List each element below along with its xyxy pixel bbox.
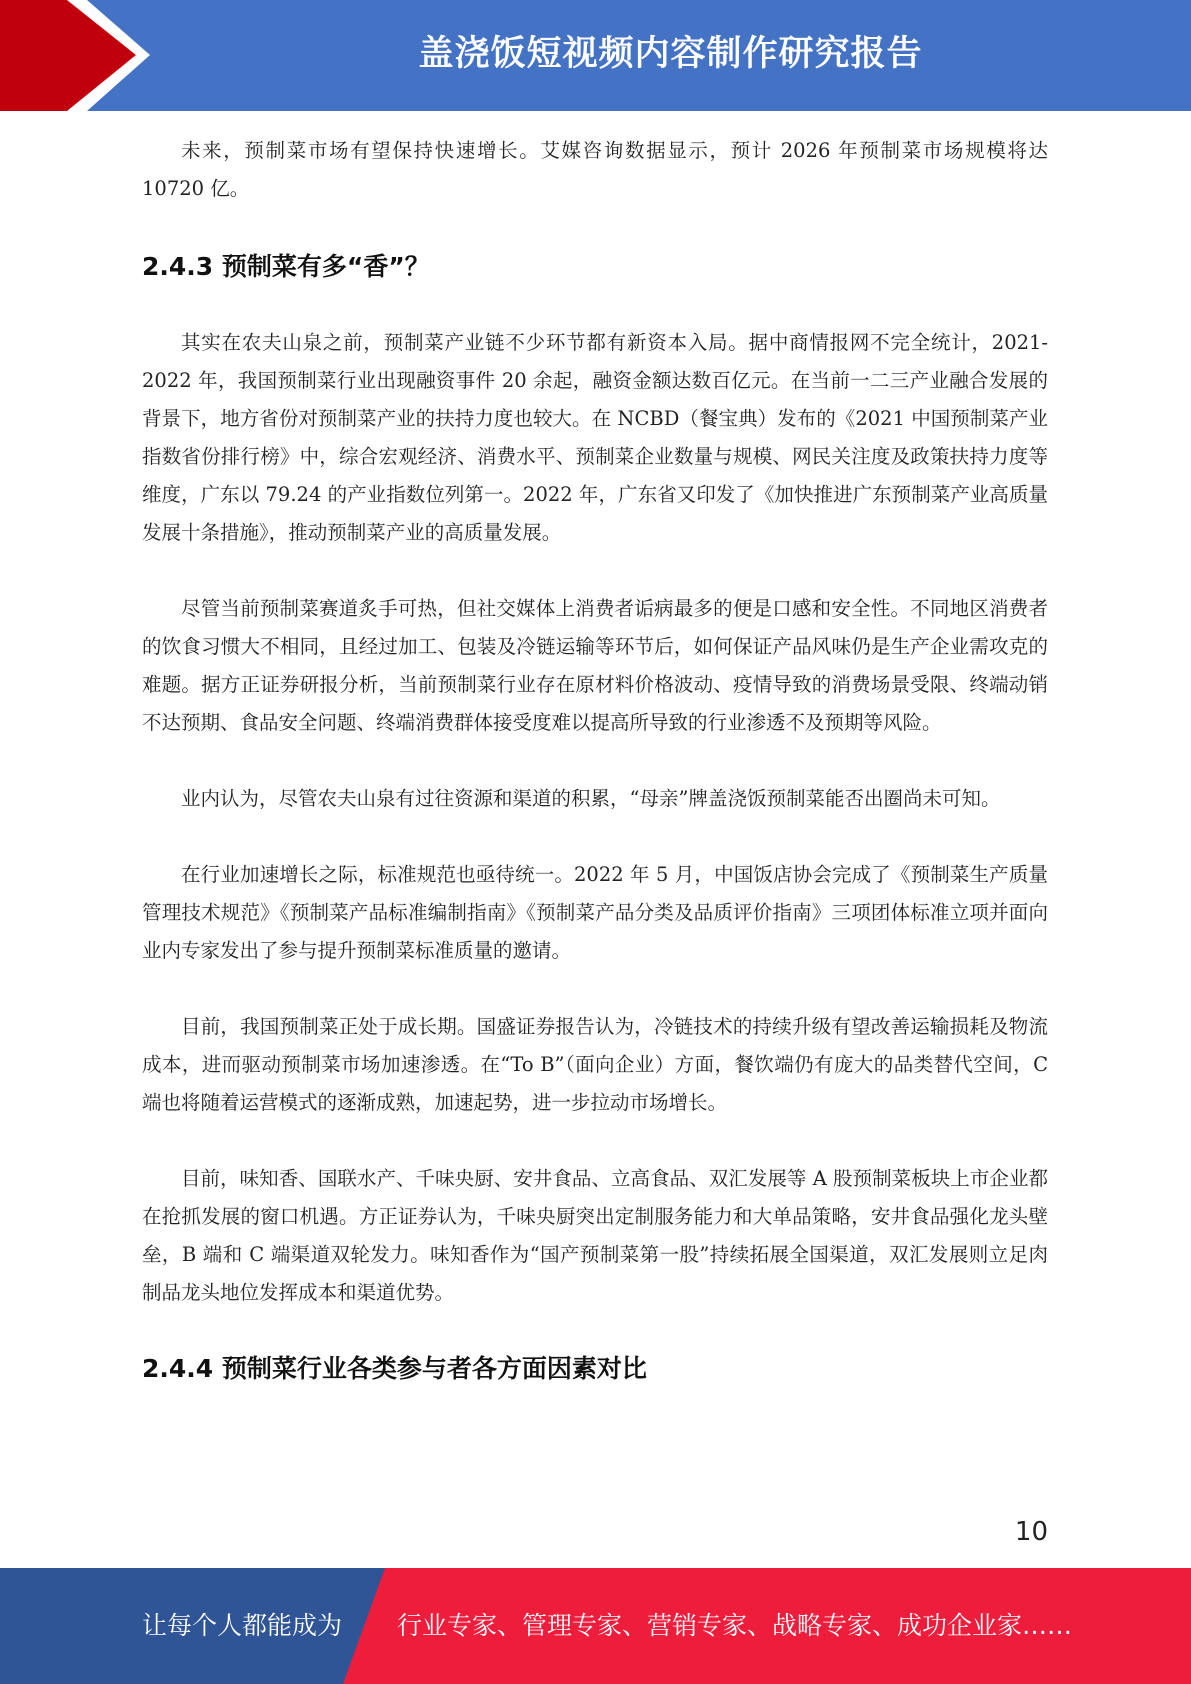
paragraph-risks: 尽管当前预制菜赛道炙手可热，但社交媒体上消费者诟病最多的便是口感和安全性。不同地区消费者的饮食习惯大不相同，且经过加工、包装及冷链运输等环节后，如何保证产品风味仍是生产企业需攻克的难题。据方正证券研报分析，当前预制菜行业存在原材料价格波动、疫情导致的消费场景受限、终端动销不达预期、食品安全问题、终端消费群体接受度难以提高所导致的行业渗透不及预期等风险。 xyxy=(142,597,1048,734)
page-content xyxy=(142,132,1048,1388)
paragraph-listed-companies: 目前，味知香、国联水产、千味央厨、安井食品、立高食品、双汇发展等 A 股预制菜板块上市企业都在抢抓发展的窗口机遇。方正证券认为，千味央厨突出定制服务能力和大单品策略，安井食品强化龙头壁垒，B 端和 C 端渠道双轮发力。味知香作为“国产预制菜第一股”持续拓展全国渠道，双汇发展则立足肉制品龙头地位发挥成本和渠道优势。 xyxy=(142,1167,1048,1304)
header-chevron-red xyxy=(0,0,136,111)
paragraph-growth-stage: 目前，我国预制菜正处于成长期。国盛证券报告认为，冷链技术的持续升级有望改善运输损耗及物流成本，进而驱动预制菜市场加速渗透。在“To B”（面向企业）方面，餐饮端仍有庞大的品类替代空间，C 端也将随着运营模式的逐渐成熟，加速起势，进一步拉动市场增长。 xyxy=(142,1015,1048,1114)
intro-paragraph: 未来，预制菜市场有望保持快速增长。艾媒咨询数据显示，预计 2026 年预制菜市场规模将达 10720 亿。 xyxy=(142,139,1048,200)
section-heading-2-4-4: 2.4.4 预制菜行业各类参与者各方面因素对比 xyxy=(142,1354,647,1383)
page-footer xyxy=(0,1568,1191,1684)
report-title: 盖浇饭短视频内容制作研究报告 xyxy=(418,34,923,74)
footer-slogan-right: 行业专家、管理专家、营销专家、战略专家、成功企业家…… xyxy=(397,1611,1073,1640)
page-header xyxy=(0,0,1191,111)
paragraph-funding: 其实在农夫山泉之前，预制菜产业链不少环节都有新资本入局。据中商情报网不完全统计，2021-2022 年，我国预制菜行业出现融资事件 20 余起，融资金额达数百亿元。在当前一二三产业融合发展的背景下，地方省份对预制菜产业的扶持力度也较大。在 NCBD（餐宝典）发布的《2021 中国预制菜产业指数省份排行榜》中，综合宏观经济、消费水平、预制菜企业数量与规模、网民关注度及政策扶持力度等维度，广东以 79.24 的产业指数位列第一。2022 年，广东省又印发了《加快推进广东预制菜产业高质量发展十条措施》，推动预制菜产业的高质量发展。 xyxy=(142,331,1048,544)
page-number: 10 xyxy=(1014,1517,1048,1547)
paragraph-standards: 在行业加速增长之际，标准规范也亟待统一。2022 年 5 月，中国饭店协会完成了《预制菜生产质量管理技术规范》《预制菜产品标准编制指南》《预制菜产品分类及品质评价指南》三项团体标准立项并面向业内专家发出了参与提升预制菜标准质量的邀请。 xyxy=(142,863,1048,962)
paragraph-industry-view: 业内认为，尽管农夫山泉有过往资源和渠道的积累，“母亲”牌盖浇饭预制菜能否出圈尚未可知。 xyxy=(181,787,1001,810)
footer-slogan-left: 让每个人都能成为 xyxy=(142,1611,343,1640)
section-heading-2-4-3: 2.4.3 预制菜有多“香”？ xyxy=(142,252,430,281)
